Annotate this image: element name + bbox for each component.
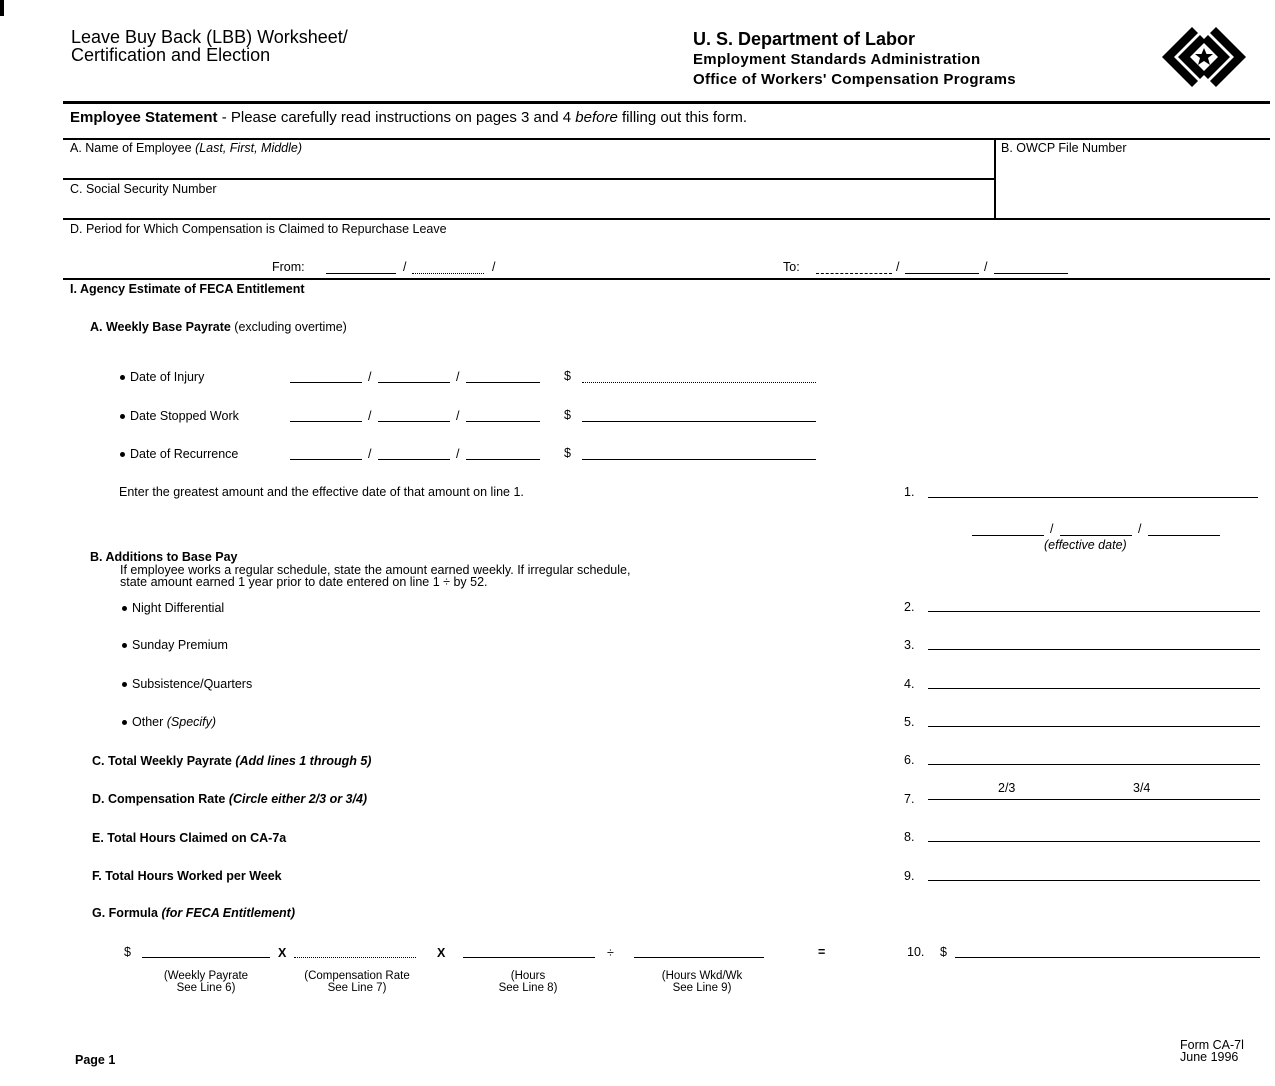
date-of-injury-label: Date of Injury bbox=[120, 370, 204, 384]
total-weekly-payrate-label: C. Total Weekly Payrate (Add lines 1 through 5) bbox=[92, 754, 372, 768]
night-differential-label: Night Differential bbox=[122, 601, 224, 615]
section-i-heading: I. Agency Estimate of FECA Entitlement bbox=[70, 282, 305, 296]
total-hours-claimed-label: E. Total Hours Claimed on CA-7a bbox=[92, 831, 287, 845]
agency-name: U. S. Department of Labor bbox=[693, 29, 916, 49]
header-divider bbox=[63, 101, 1270, 104]
from-month-input[interactable] bbox=[326, 259, 396, 274]
form-id: Form CA-7l bbox=[1180, 1038, 1244, 1052]
to-year-input[interactable] bbox=[994, 259, 1068, 274]
line-9-input[interactable] bbox=[928, 866, 1260, 881]
sunday-premium-label: Sunday Premium bbox=[122, 638, 228, 652]
to-label: To: bbox=[783, 260, 800, 274]
owcp-file-number-input[interactable] bbox=[1003, 162, 1265, 212]
stopped-month-input[interactable] bbox=[290, 407, 362, 422]
form-date: June 1996 bbox=[1180, 1050, 1239, 1064]
line-3-input[interactable] bbox=[928, 635, 1260, 650]
multiply-sign: X bbox=[278, 946, 287, 960]
effective-day-input[interactable] bbox=[1060, 521, 1132, 536]
employee-statement-heading: Employee Statement bbox=[70, 109, 218, 126]
caption-hours: (Hours See Line 8) bbox=[498, 970, 558, 994]
effective-year-input[interactable] bbox=[1148, 521, 1220, 536]
injury-month-input[interactable] bbox=[290, 368, 362, 383]
recurrence-day-input[interactable] bbox=[378, 445, 450, 460]
from-year-input[interactable] bbox=[500, 259, 570, 274]
name-of-employee-input[interactable] bbox=[90, 158, 980, 176]
stopped-day-input[interactable] bbox=[378, 407, 450, 422]
form-title-line2: Certification and Election bbox=[71, 45, 271, 65]
form-title-line1: Leave Buy Back (LBB) Worksheet/ bbox=[71, 27, 348, 47]
caption-compensation-rate: (Compensation Rate See Line 7) bbox=[304, 970, 410, 994]
injury-amount-input[interactable] bbox=[582, 368, 816, 383]
enter-greatest-instruction: Enter the greatest amount and the effective date of that amount on line 1. bbox=[119, 485, 524, 499]
caption-hours-worked: (Hours Wkd/Wk See Line 9) bbox=[661, 970, 743, 994]
agency-office: Office of Workers' Compensation Programs bbox=[693, 71, 1016, 88]
page-number: Page 1 bbox=[75, 1053, 116, 1067]
divide-sign: ÷ bbox=[607, 946, 614, 960]
rate-option-three-quarters[interactable]: 3/4 bbox=[1133, 781, 1151, 795]
rate-option-two-thirds[interactable]: 2/3 bbox=[998, 781, 1016, 795]
from-day-input[interactable] bbox=[412, 259, 484, 274]
line-6-input[interactable] bbox=[928, 750, 1260, 765]
recurrence-month-input[interactable] bbox=[290, 445, 362, 460]
line-10-input[interactable] bbox=[955, 943, 1260, 958]
statement-top-rule bbox=[63, 138, 1270, 140]
date-stopped-work-label: Date Stopped Work bbox=[120, 409, 239, 423]
line-7-rule bbox=[928, 799, 1260, 800]
name-of-employee-label: A. Name of Employee (Last, First, Middle) bbox=[70, 141, 303, 155]
from-label: From: bbox=[272, 260, 305, 274]
formula-hours-worked-input[interactable] bbox=[634, 943, 764, 958]
additions-heading: B. Additions to Base Pay bbox=[90, 550, 238, 564]
formula-hours-input[interactable] bbox=[463, 943, 595, 958]
recurrence-amount-input[interactable] bbox=[582, 445, 816, 460]
effective-date-caption: (effective date) bbox=[1044, 538, 1127, 552]
other-specify-label: Other (Specify) bbox=[122, 715, 216, 729]
rule-c bbox=[63, 218, 1270, 220]
formula-weekly-payrate-input[interactable] bbox=[142, 943, 270, 958]
line-10-number: 10. bbox=[907, 945, 925, 959]
period-label: D. Period for Which Compensation is Claimed to Repurchase Leave bbox=[70, 222, 447, 236]
injury-year-input[interactable] bbox=[466, 368, 540, 383]
formula-compensation-rate-input[interactable] bbox=[294, 943, 416, 958]
caption-weekly-payrate: (Weekly Payrate See Line 6) bbox=[163, 970, 249, 994]
date-of-recurrence-label: Date of Recurrence bbox=[120, 447, 238, 461]
injury-day-input[interactable] bbox=[378, 368, 450, 383]
dol-logo-icon bbox=[1158, 24, 1250, 90]
to-month-input[interactable] bbox=[816, 259, 892, 274]
stopped-amount-input[interactable] bbox=[582, 407, 816, 422]
rule-d bbox=[63, 278, 1270, 280]
line-1-number: 1. bbox=[904, 485, 915, 499]
rule-a bbox=[63, 178, 994, 180]
owcp-file-number-label: B. OWCP File Number bbox=[1001, 141, 1127, 155]
stopped-year-input[interactable] bbox=[466, 407, 540, 422]
subsistence-quarters-label: Subsistence/Quarters bbox=[122, 677, 252, 691]
recurrence-year-input[interactable] bbox=[466, 445, 540, 460]
multiply-sign-2: X bbox=[437, 946, 446, 960]
equals-sign: = bbox=[818, 945, 826, 959]
line-8-input[interactable] bbox=[928, 827, 1260, 842]
employee-statement: Employee Statement - Please carefully read instructions on pages 3 and 4 before filling out this form. bbox=[70, 109, 748, 126]
effective-month-input[interactable] bbox=[972, 521, 1044, 536]
scan-mark bbox=[0, 0, 4, 16]
formula-label: G. Formula (for FECA Entitlement) bbox=[92, 906, 296, 920]
line-2-input[interactable] bbox=[928, 597, 1260, 612]
ssn-input[interactable] bbox=[90, 198, 980, 216]
ssn-label: C. Social Security Number bbox=[70, 182, 217, 196]
line-4-input[interactable] bbox=[928, 674, 1260, 689]
line-5-input[interactable] bbox=[928, 712, 1260, 727]
line-1-input[interactable] bbox=[928, 483, 1258, 498]
additions-note-2: state amount earned 1 year prior to date entered on line 1 ÷ by 52. bbox=[120, 575, 488, 589]
owcp-box-divider bbox=[994, 139, 996, 219]
total-hours-worked-label: F. Total Hours Worked per Week bbox=[92, 869, 282, 883]
to-day-input[interactable] bbox=[905, 259, 979, 274]
weekly-base-payrate-heading: A. Weekly Base Payrate (excluding overtime) bbox=[90, 320, 347, 334]
additions-note-1: If employee works a regular schedule, state the amount earned weekly. If irregular schedule, bbox=[120, 563, 631, 577]
agency-division: Employment Standards Administration bbox=[693, 51, 981, 68]
compensation-rate-label: D. Compensation Rate (Circle either 2/3 or 3/4) bbox=[92, 792, 368, 806]
